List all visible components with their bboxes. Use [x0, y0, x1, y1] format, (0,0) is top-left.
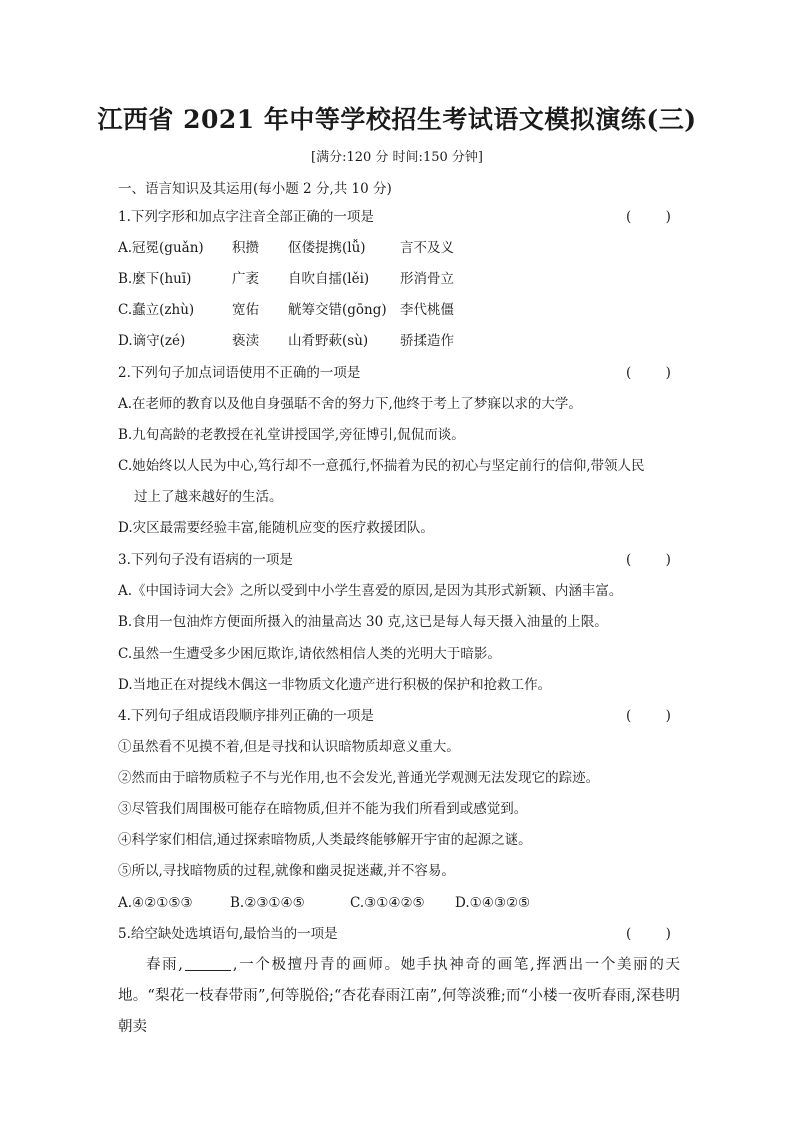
q1-option-a-word2: 积攒: [232, 240, 259, 256]
question-2-stem: 2.下列句子加点词语使用不正确的一项是: [118, 365, 361, 381]
q1-option-b-word3: 自吹自擂(lěi): [288, 271, 370, 287]
q2-option-a: A.在老师的教育以及他自身强聒不舍的努力下,他终于考上了梦寐以求的大学。: [118, 396, 582, 412]
answer-blank-1: ( ): [626, 209, 671, 225]
question-1-stem: 1.下列字形和加点字注音全部正确的一项是: [118, 209, 374, 225]
q4-option-b: B.②③①④⑤: [230, 895, 305, 911]
q1-option-d-word4: 骄揉造作: [400, 333, 454, 349]
q4-sentence-3: ③尽管我们周围极可能存在暗物质,但并不能为我们所看到或感觉到。: [118, 801, 528, 817]
q4-option-a: A.④②①⑤③: [118, 895, 193, 911]
q1-option-c-word4: 李代桃僵: [400, 302, 454, 318]
q5-passage-text: ,一个极擅丹青的画师。她手执神奇的画笔,挥洒出一个美丽的天地。“梨花一枝春带雨”,何等脱俗;“杏花春雨江南”,何等淡雅;而“小楼一夜听春雨,深巷明朝卖: [118, 957, 680, 1035]
q1-option-c-word1: C.蠢立(zhù): [118, 302, 195, 318]
q3-option-a: A.《中国诗词大会》之所以受到中小学生喜爱的原因,是因为其形式新颖、内涵丰富。: [118, 583, 623, 599]
q5-passage: [118, 950, 680, 1043]
q1-option-a-word4: 言不及义: [400, 240, 454, 256]
exam-title: 江西省 2021 年中等学校招生考试语文模拟演练(三): [97, 105, 697, 134]
q2-option-c-continued: 过上了越来越好的生活。: [134, 489, 283, 505]
q1-option-a-word3: 伛偻提携(lǚ): [288, 240, 366, 256]
q5-passage-lead: 春雨,: [146, 957, 183, 973]
question-3-stem: 3.下列句子没有语病的一项是: [118, 552, 293, 568]
q1-option-d-word2: 亵渎: [232, 333, 259, 349]
question-5-stem: 5.给空缺处选填语句,最恰当的一项是: [118, 926, 338, 942]
exam-score-time: [满分:120 分 时间:150 分钟]: [311, 150, 483, 165]
q1-option-c-word2: 宽佑: [232, 302, 259, 318]
q3-option-b: B.食用一包油炸方便面所摄入的油量高达 30 克,这已是每人每天摄入油量的上限。: [118, 614, 608, 630]
q4-option-d: D.①④③②⑤: [455, 895, 531, 911]
q1-option-b-word4: 形消骨立: [400, 271, 454, 287]
q2-option-d: D.灾区最需要经验丰富,能随机应变的医疗救援团队。: [118, 520, 434, 536]
answer-blank-2: ( ): [626, 365, 671, 381]
answer-blank-4: ( ): [626, 708, 671, 724]
q1-option-b-word1: B.麼下(huī): [118, 271, 192, 287]
question-4-stem: 4.下列句子组成语段顺序排列正确的一项是: [118, 708, 374, 724]
q4-sentence-1: ①虽然看不见摸不着,但是寻找和认识暗物质却意义重大。: [118, 739, 460, 755]
q1-option-a-word1: A.冠冕(guǎn): [118, 240, 204, 256]
q4-sentence-5: ⑤所以,寻找暗物质的过程,就像和幽灵捉迷藏,并不容易。: [118, 863, 455, 879]
q2-option-b: B.九旬高龄的老教授在礼堂讲授国学,旁征博引,侃侃而谈。: [118, 427, 465, 443]
q1-option-b-word2: 广袤: [232, 271, 259, 287]
q1-option-d-word3: 山肴野蔌(sù): [288, 333, 369, 349]
q2-option-c: C.她始终以人民为中心,笃行却不一意孤行,怀揣着为民的初心与坚定前行的信仰,带领人民: [118, 458, 645, 474]
q4-sentence-2: ②然而由于暗物质粒子不与光作用,也不会发光,普通光学观测无法发现它的踪迹。: [118, 770, 600, 786]
q4-option-c: C.③①④②⑤: [350, 895, 425, 911]
q1-option-c-word3: 觥筹交错(gōng): [288, 302, 387, 318]
q1-option-d-word1: D.谪守(zé): [118, 333, 186, 349]
answer-blank-3: ( ): [626, 552, 671, 568]
q3-option-d: D.当地正在对提线木偶这一非物质文化遗产进行积极的保护和抢救工作。: [118, 677, 552, 693]
answer-blank-5: ( ): [626, 926, 671, 942]
section-heading: 一、语言知识及其运用(每小题 2 分,共 10 分): [118, 181, 392, 197]
q3-option-c: C.虽然一生遭受多少困厄欺诈,请依然相信人类的光明大于暗影。: [118, 646, 501, 662]
q4-sentence-4: ④科学家们相信,通过探索暗物质,人类最终能够解开宇宙的起源之谜。: [118, 832, 532, 848]
fill-in-blank: [185, 956, 231, 971]
